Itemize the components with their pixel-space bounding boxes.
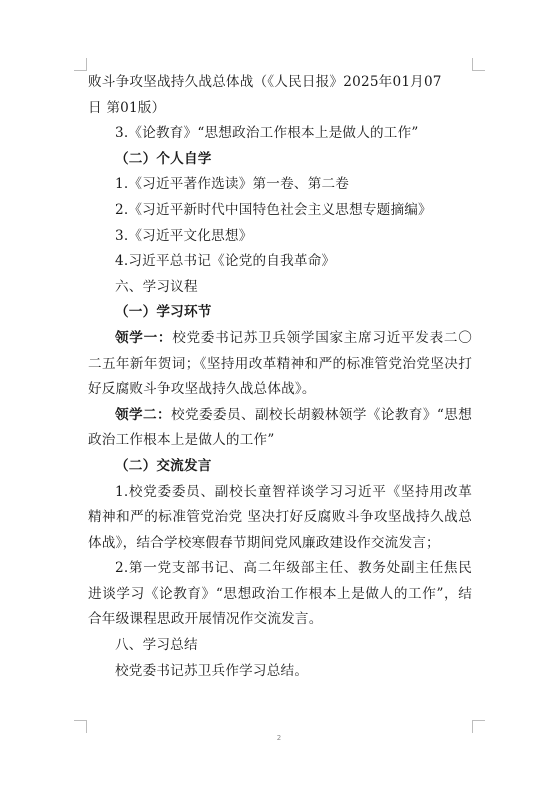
- lead-text: 校党委委员、副校长胡毅林领学《论教育》“思想政治工作根本上是做人的工作”: [88, 406, 472, 449]
- margin-corner-bottom-left: [74, 720, 87, 733]
- margin-corner-top-right: [472, 58, 485, 71]
- paragraph-line: 败斗争攻坚战持久战总体战（《人民日报》2025年01月07: [88, 74, 442, 90]
- paragraph-line: 日 第01版）: [88, 99, 166, 116]
- lead-label: 领学二：: [115, 406, 171, 423]
- reading-item: 3.《习近平文化思想》: [115, 227, 253, 244]
- reading-item: 1.《习近平著作选读》第一卷、第二卷: [115, 176, 350, 193]
- reading-item: 2.《习近平新时代中国特色社会主义思想专题摘编》: [115, 201, 432, 218]
- section-heading: （二）个人自学: [115, 150, 212, 167]
- section-heading: 六、学习议程: [115, 278, 198, 295]
- paragraph-lead-1: [88, 326, 472, 403]
- margin-corner-bottom-right: [472, 720, 485, 733]
- section-heading: （一）学习环节: [115, 304, 212, 321]
- paragraph-exchange-1: 1.校党委委员、副校长童智祥谈学习习近平《坚持用改革精神和严的标准管党治党 坚决打好反腐败斗争攻坚战持久战总体战》，结合学校寒假春节期间党风廉政建设作交流发言；: [88, 483, 472, 551]
- section-heading: （二）交流发言: [115, 457, 212, 474]
- section-heading: 八、学习总结: [115, 637, 198, 654]
- lead-text: 校党委书记苏卫兵领学国家主席习近平发表二〇二五年新年贺词；《坚持用改革精神和严的标准管党治党坚决打好反腐败斗争攻坚战持久战总体战》。: [88, 329, 472, 398]
- paragraph-lead-2: [88, 403, 472, 454]
- reading-item: 3.《论教育》“思想政治工作根本上是做人的工作”: [115, 125, 419, 142]
- paragraph-exchange-2: 2.第一党支部书记、高二年级部主任、教务处副主任焦民进谈学习《论教育》“思想政治工作根本上是做人的工作”，结合年级课程思政开展情况作交流发言。: [88, 560, 472, 628]
- document-body[interactable]: [88, 70, 472, 684]
- lead-label: 领学一：: [115, 329, 173, 346]
- reading-item: 4.习近平总书记《论党的自我革命》: [115, 253, 336, 270]
- margin-corner-top-left: [74, 58, 87, 71]
- page-number: 2: [276, 734, 282, 742]
- paragraph-summary: 校党委书记苏卫兵作学习总结。: [115, 662, 309, 679]
